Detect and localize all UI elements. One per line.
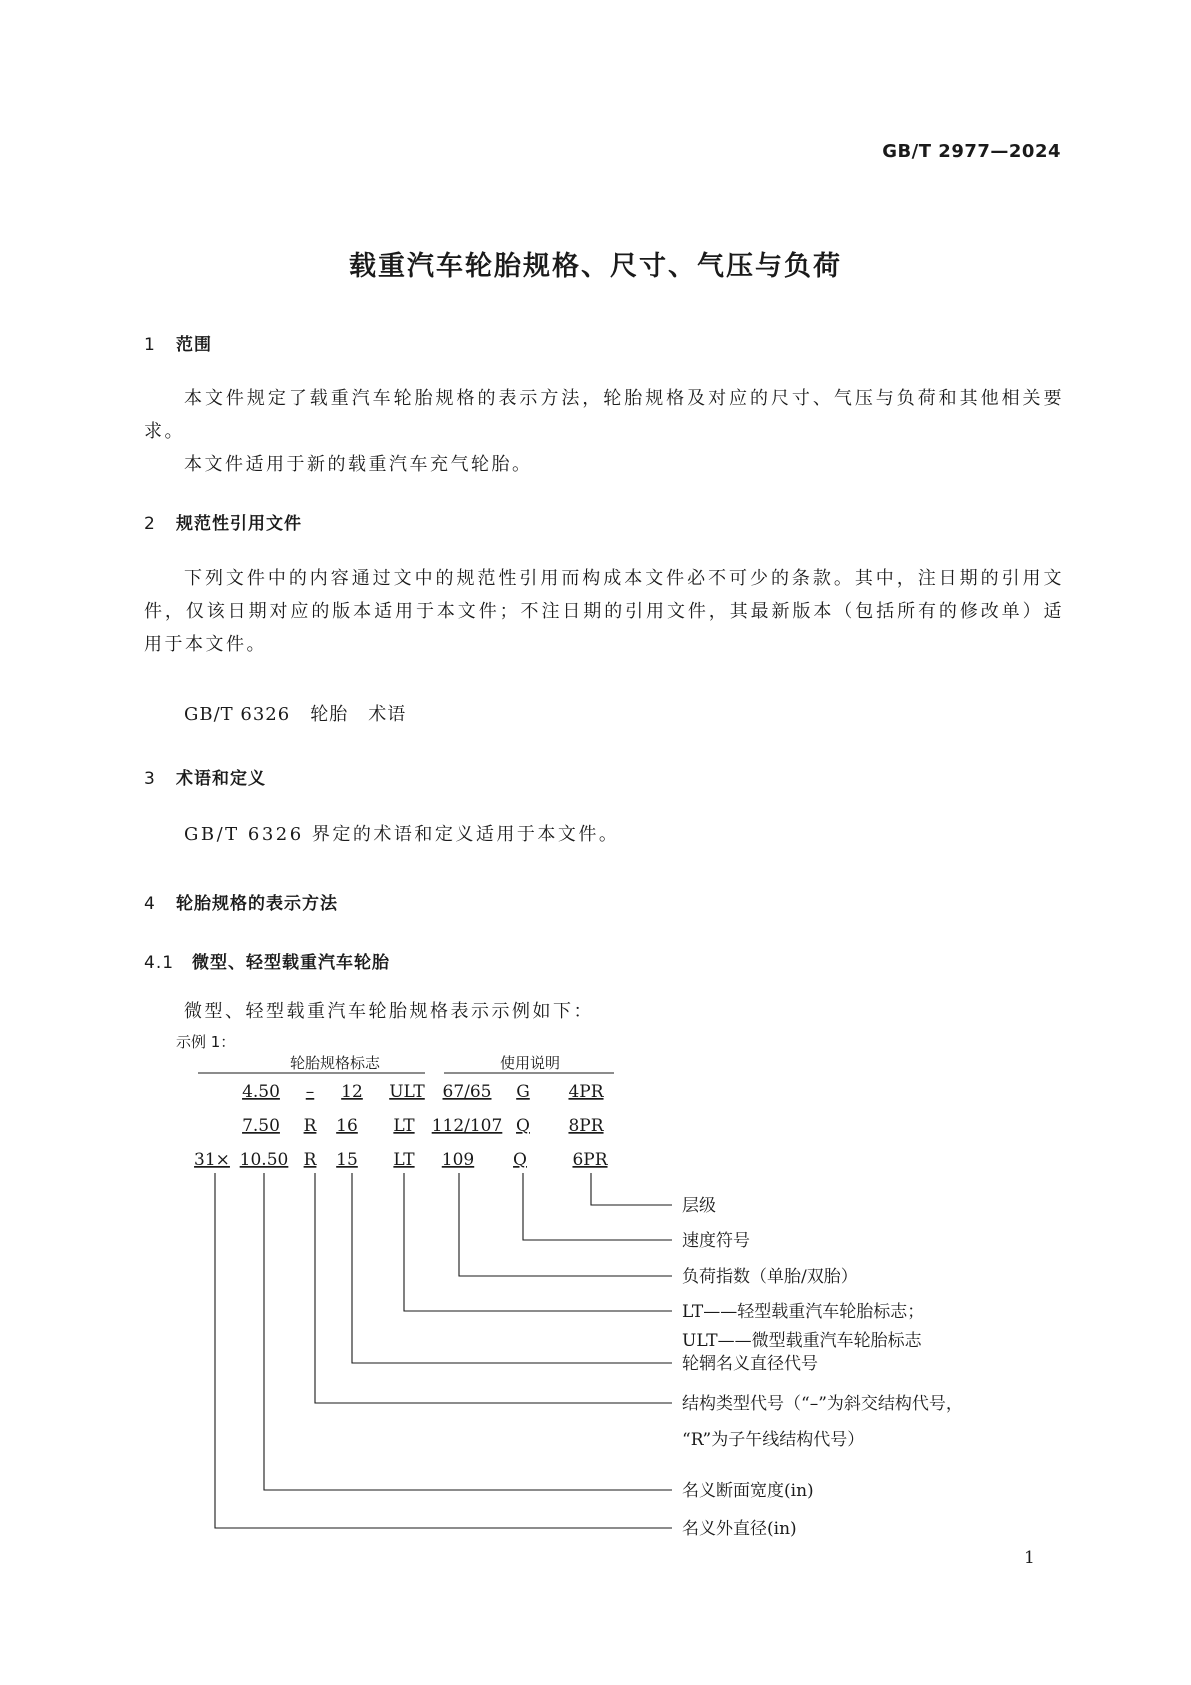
section-number: 1 — [144, 335, 156, 355]
page-title: 载重汽车轮胎规格、尺寸、气压与负荷 — [349, 251, 842, 282]
rim-diameter: 12 — [341, 1082, 363, 1102]
spec-row-1 — [242, 1082, 605, 1102]
reference-name: 轮胎 — [310, 704, 349, 725]
speed-symbol: G — [516, 1082, 530, 1102]
leader-type — [404, 1173, 672, 1311]
label-lt: LT——轻型载重汽车轮胎标志； — [682, 1302, 925, 1322]
section-title: 规范性引用文件 — [176, 514, 302, 534]
leader-rim — [352, 1173, 672, 1363]
ply-rating: 6PR — [572, 1150, 608, 1170]
label-width: 名义断面宽度(in) — [682, 1481, 814, 1501]
section-title: 范围 — [176, 335, 212, 355]
structure-code: R — [303, 1150, 317, 1170]
document-code: GB/T 2977—2024 — [882, 141, 1061, 162]
label-rim: 轮辋名义直径代号 — [682, 1354, 818, 1374]
structure-code: R — [303, 1116, 317, 1136]
speed-symbol: Q — [513, 1150, 527, 1170]
spec-row-2 — [242, 1116, 605, 1136]
label-structure-1: 结构类型代号（“–”为斜交结构代号， — [682, 1394, 963, 1414]
structure-code: – — [305, 1082, 315, 1102]
spec-row-3 — [194, 1150, 609, 1170]
paragraph: 下列文件中的内容通过文中的规范性引用而构成本文件必不可少的条款。其中，注日期的引用文件，仅该日期对应的版本适用于本文件；不注日期的引用文件，其最新版本（包括所有的修改单）适用于本文件。 — [144, 568, 1064, 655]
reference-code: GB/T 6326 — [184, 704, 291, 725]
label-load: 负荷指数（单胎/双胎） — [682, 1267, 858, 1287]
leader-structure — [315, 1173, 672, 1403]
section-number: 3 — [144, 769, 156, 789]
label-speed: 速度符号 — [682, 1231, 750, 1251]
section-title: 术语和定义 — [176, 769, 266, 789]
leader-ply — [591, 1173, 672, 1205]
paragraph: GB/T 6326 界定的术语和定义适用于本文件。 — [184, 824, 620, 845]
label-structure-2: “R”为子午线结构代号） — [682, 1430, 865, 1450]
paragraph: 本文件适用于新的载重汽车充气轮胎。 — [184, 454, 533, 475]
rim-diameter: 15 — [336, 1150, 358, 1170]
ply-rating: 8PR — [568, 1116, 604, 1136]
load-index: 67/65 — [442, 1082, 492, 1102]
load-index: 109 — [441, 1150, 475, 1170]
paragraph: 微型、轻型载重汽车轮胎规格表示示例如下： — [184, 1001, 594, 1022]
ply-rating: 4PR — [568, 1082, 604, 1102]
rim-diameter: 16 — [336, 1116, 358, 1136]
section-title: 轮胎规格的表示方法 — [176, 894, 338, 914]
leader-speed — [523, 1173, 672, 1240]
type-mark: LT — [393, 1150, 415, 1170]
speed-symbol: Q — [516, 1116, 530, 1136]
nominal-width: 7.50 — [242, 1116, 280, 1136]
load-index: 112/107 — [431, 1116, 503, 1136]
header-left-label: 轮胎规格标志 — [289, 1054, 381, 1072]
label-ply: 层级 — [682, 1196, 716, 1216]
nominal-width: 4.50 — [242, 1082, 280, 1102]
example-label: 示例 1： — [176, 1033, 236, 1051]
leader-width — [264, 1173, 672, 1490]
header-right-label: 使用说明 — [499, 1054, 561, 1072]
nominal-width: 10.50 — [239, 1150, 289, 1170]
page-number: 1 — [1024, 1548, 1035, 1568]
leader-lines — [215, 1173, 672, 1528]
paragraph: 本文件规定了载重汽车轮胎规格的表示方法，轮胎规格及对应的尺寸、气压与负荷和其他相关要求。 — [144, 388, 1064, 442]
section-number: 2 — [144, 514, 156, 534]
section-title: 微型、轻型载重汽车轮胎 — [192, 953, 390, 973]
section-number: 4 — [144, 894, 156, 914]
outer-diameter: 31× — [194, 1150, 230, 1170]
section-number: 4.1 — [144, 953, 175, 973]
type-mark: LT — [393, 1116, 415, 1136]
reference-name: 术语 — [368, 704, 407, 725]
leader-od — [215, 1173, 672, 1528]
type-mark: ULT — [389, 1082, 425, 1102]
label-ult: ULT——微型载重汽车轮胎标志 — [682, 1331, 922, 1351]
leader-load — [459, 1173, 672, 1276]
label-od: 名义外直径(in) — [682, 1519, 797, 1539]
